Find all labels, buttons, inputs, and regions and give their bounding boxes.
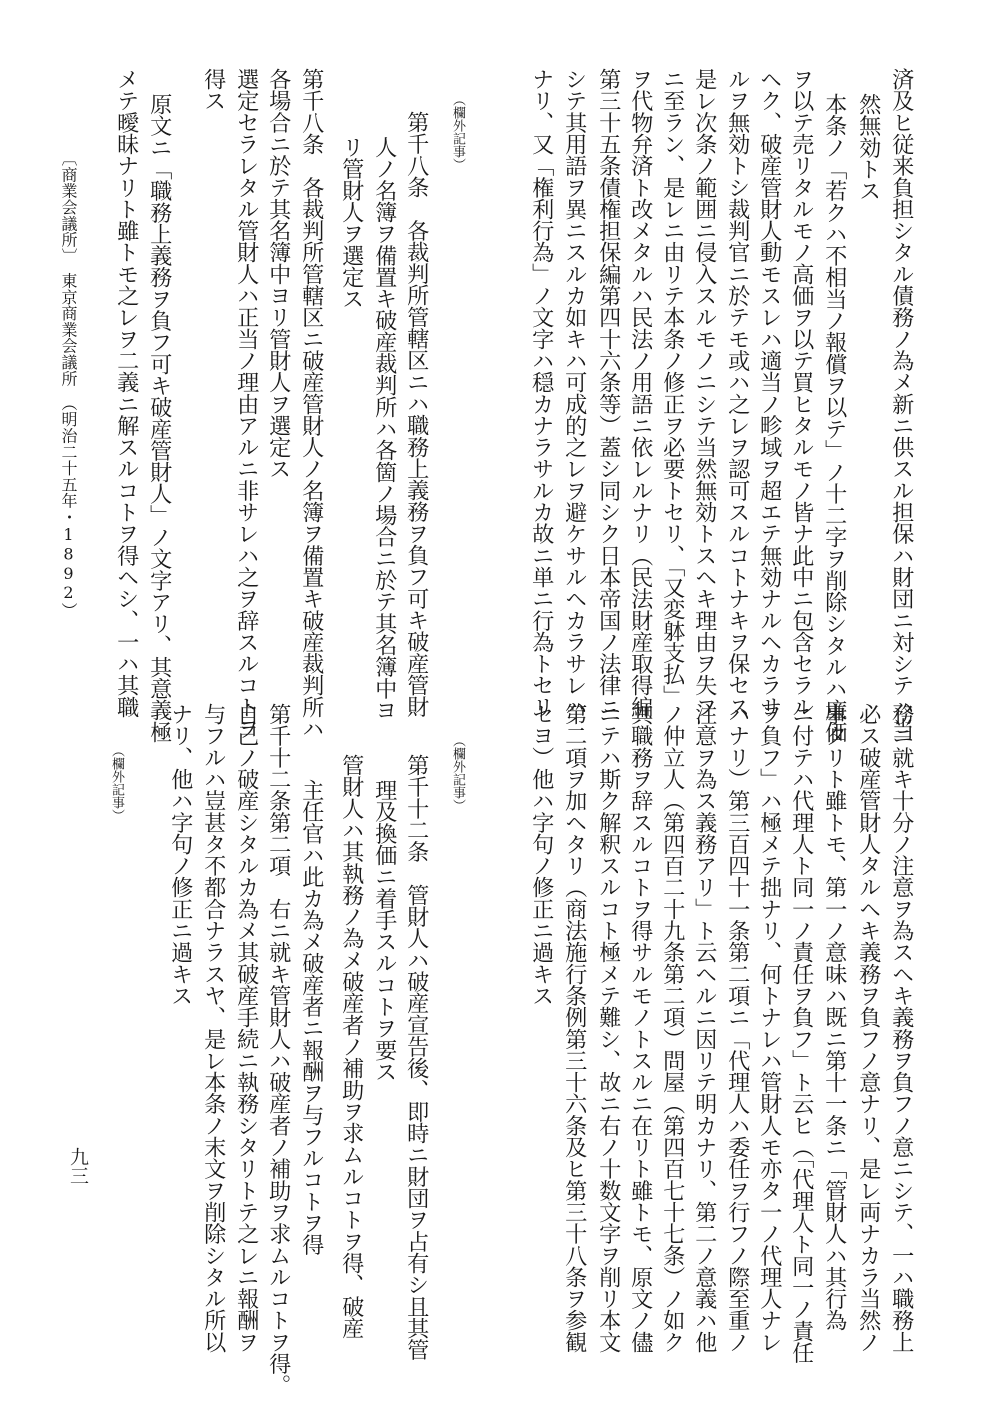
text-column: ナリ、他ハ字句ノ修正ニ過キス [167, 703, 194, 1007]
text-column: ニ至ラン、是レニ由リテ本条ノ修正ヲ必要トセリ、「又変躰支払」 [659, 68, 686, 707]
text-column: 是レ次条ノ範囲ニ侵入スルモノニシテ当然無効トスヘキ理由ヲ失フ [691, 68, 718, 718]
text-column: 人ノ名簿ヲ備置キ破産裁判所ハ各箇ノ場合ニ於テ其名簿中ヨ [371, 136, 398, 721]
text-column: ハナリ）第三百四十一条第二項ニ「代理人ハ委任ヲ行フノ際至重ノ [724, 703, 751, 1353]
text-column: メテ曖昧ナリト雖トモ之レヲ二義ニ解スルコトヲ得ヘシ、一ハ其職 [113, 68, 140, 718]
text-column: ヲ以テ売リタルモノ高価ヲ以テ買ヒタルモノ皆ナ此中ニ包含セラル [788, 68, 815, 718]
text-column: 各場合ニ於テ其名簿中ヨリ管財人ヲ選定ス [265, 68, 292, 480]
text-column: ヲ代物弁済ト改メタルハ民法ノ用語ニ依レルナリ（民法財産取得編 [627, 68, 654, 718]
text-column: 済及ヒ従来負担シタル債務ノ為メ新ニ供スル担保ハ財団ニ対シテハ当 [888, 68, 915, 740]
text-column: 管財人ハ其執務ノ為メ破産者ノ補助ヲ求ムルコトヲ得、破産 [338, 754, 365, 1339]
text-column: セヨ）他ハ字句ノ修正ニ過キス [528, 703, 555, 1007]
page-number: 九三 [67, 1147, 89, 1185]
text-column: ヘク、破産管財人動モスレハ適当ノ畛域ヲ超エテ無効ナルヘカラサ [756, 68, 783, 718]
text-column: リ管財人ヲ選定ス [338, 136, 365, 310]
text-column: 理及換価ニ着手スルコトヲ要ス [371, 779, 398, 1083]
text-column: 其職務ヲ辞スルコトヲ得サルモノトスルニ在リト雖トモ、原文ノ儘 [627, 703, 654, 1353]
text-column: 選定セラレタル管財人ハ正当ノ理由アルニ非サレハ之ヲ辞スルコトヲ [233, 68, 260, 740]
text-column: 注意ヲ為ス義務アリ」ト云ヘルニ因リテ明カナリ、第二ノ意義ハ他 [691, 703, 718, 1353]
text-column: シテ其用語ヲ異ニスルカ如キハ可成的之レヲ避ケサルヘカラサレハ [561, 68, 588, 718]
running-footer: 〔商業会議所〕 東京商業会議所 （明治二十五年・1892） [59, 150, 78, 619]
text-column: 第二項ヲ加ヘタリ（商法施行条例第三十六条及ヒ第三十八条ヲ参観 [561, 703, 588, 1353]
text-column: ヲ負フ」ハ極メテ拙ナリ、何トナレハ管財人モ亦タ一ノ代理人ナレ [756, 703, 783, 1353]
article-heading: 第千十二条 管財人ハ破産宣告後、即時ニ財団ヲ占有シ且其管 [403, 754, 430, 1361]
article-heading: 第千八条 各裁判所管轄区ニハ職務上義務ヲ負フ可キ破産管財 [403, 111, 430, 718]
text-column: 務ニ就キ十分ノ注意ヲ為スヘキ義務ヲ負フノ意ニシテ、一ハ職務上 [888, 703, 915, 1353]
text-column: 必ス破産管財人タルヘキ義務ヲ負フノ意ナリ、是レ両ナカラ当然ノ [855, 703, 882, 1353]
margin-note: （欄外記事） [109, 744, 124, 822]
margin-note: （欄外記事） [450, 93, 465, 171]
text-column: 然無効トス [855, 93, 882, 202]
text-column: ニ付テハ代理人ト同一ノ責任ヲ負フ」ト云ヒ（「代理人ト同一ノ責任 [788, 703, 815, 1364]
text-column: ノ仲立人（第四百二十九条第二項）問屋（第四百七十七条）ノ如ク [659, 703, 686, 1353]
article-heading: 第千八条 各裁判所管轄区ニ破産管財人ノ名簿ヲ備置キ破産裁判所ハ [298, 68, 325, 740]
text-column: 第三十五条債権担保編第四十六条等）蓋シ同シク日本帝国ノ法律ニ [595, 68, 622, 718]
text-column: 自己ノ破産シタルカ為メ其破産手続ニ執務シタリトテ之レニ報酬ヲ [233, 703, 260, 1353]
text-column: 主任官ハ此カ為メ破産者ニ報酬ヲ与フルコトヲ得 [298, 779, 325, 1256]
margin-note: （欄外記事） [450, 734, 465, 812]
text-column: ルヲ無効トシ裁判官ニ於テモ或ハ之レヲ認可スルコトナキヲ保セス [724, 68, 751, 718]
article-heading: 第千十二条第二項 右ニ就キ管財人ハ破産者ノ補助ヲ求ムルコトヲ得。 [265, 703, 292, 1396]
text-column: ナリ、又「権利行為」ノ文字ハ穏カナラサルカ故ニ単ニ行為トセリ [528, 68, 555, 718]
text-column: ニテハ斯ク解釈スルコト極メテ難シ、故ニ右ノ十数文字ヲ削リ本文 [595, 703, 622, 1353]
text-column: 与フルハ豈甚タ不都合ナラスヤ、是レ本条ノ末文ヲ削除シタル所以 [200, 703, 227, 1353]
text-column: 事タリト雖トモ、第一ノ意味ハ既ニ第十一条ニ「管財人ハ其行為 [821, 703, 848, 1331]
text-column: 本条ノ「若クハ不相当ノ報償ヲ以テ」ノ十二字ヲ削除シタルハ廉価 [821, 93, 848, 743]
text-column: 得ス [200, 68, 227, 112]
text-column: 原文ニ「職務上義務ヲ負フ可キ破産管財人」ノ文字アリ、其意義極 [146, 93, 173, 743]
